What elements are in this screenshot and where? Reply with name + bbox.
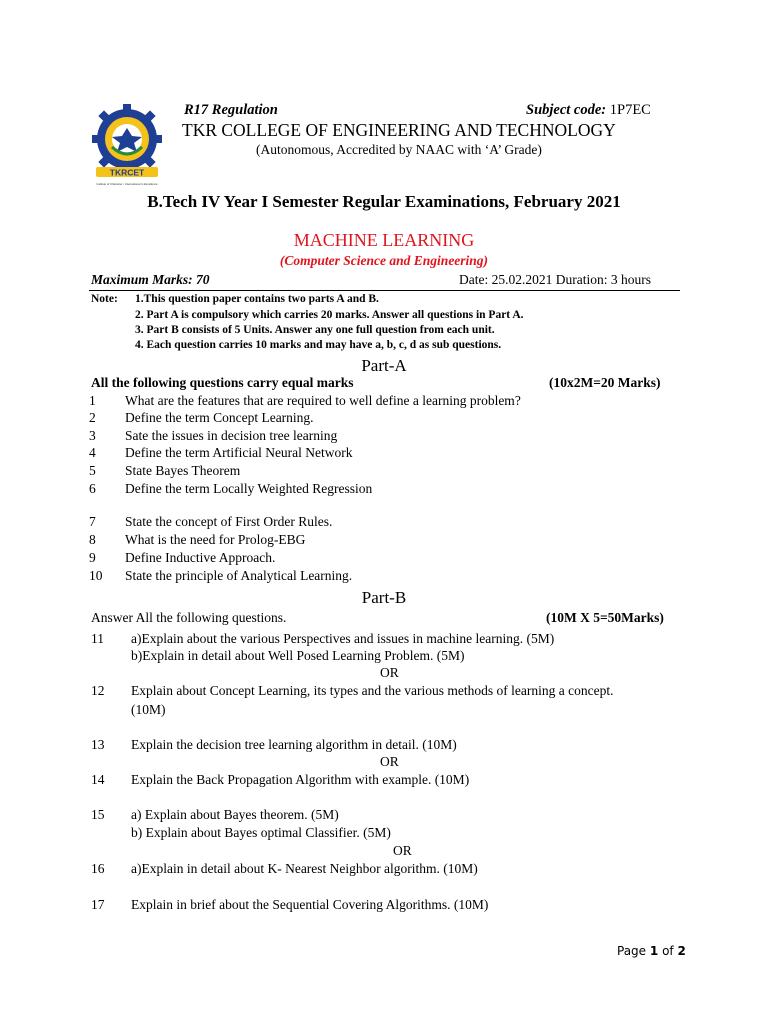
question-number: 7	[89, 514, 96, 529]
question-text: State the concept of First Order Rules.	[125, 514, 333, 529]
header-divider	[89, 290, 680, 291]
question-text: b) Explain about Bayes optimal Classifier. (5M)	[131, 825, 391, 840]
exam-title: B.Tech IV Year I Semester Regular Examinations, February 2021	[147, 192, 621, 211]
college-logo	[92, 103, 162, 189]
question-text: Define Inductive Approach.	[125, 550, 276, 565]
question-text: Sate the issues in decision tree learning	[125, 428, 338, 443]
part-a-instruction: All the following questions carry equal marks	[91, 375, 354, 390]
part-b-marks: (10M X 5=50Marks)	[546, 610, 664, 625]
question-number: 16	[91, 861, 105, 876]
date-duration: Date: 25.02.2021 Duration: 3 hours	[459, 272, 651, 287]
or-separator: OR	[393, 843, 412, 858]
question-text: Explain about Concept Learning, its types and the various methods of learning a concept.	[131, 683, 614, 698]
question-text: Explain the Back Propagation Algorithm with example. (10M)	[131, 772, 470, 787]
question-text: Define the term Concept Learning.	[125, 410, 314, 425]
page-total: 2	[677, 944, 686, 958]
question-text: (10M)	[131, 702, 166, 717]
question-number: 1	[89, 393, 96, 408]
subject-code	[526, 102, 651, 119]
question-number: 3	[89, 428, 96, 443]
subject-code-label: Subject code:	[526, 102, 607, 118]
question-text: Define the term Artificial Neural Network	[125, 445, 353, 460]
note-item: 3. Part B consists of 5 Units. Answer any one full question from each unit.	[135, 324, 495, 336]
part-b-heading: Part-B	[361, 588, 407, 607]
max-marks: Maximum Marks: 70	[91, 272, 210, 287]
note-item: 4. Each question carries 10 marks and may have a, b, c, d as sub questions.	[135, 339, 502, 351]
question-text: b)Explain in detail about Well Posed Learning Problem. (5M)	[131, 648, 465, 663]
question-text: Explain in brief about the Sequential Covering Algorithms. (10M)	[131, 897, 489, 912]
gear-icon	[92, 104, 162, 174]
question-number: 12	[91, 683, 105, 698]
question-number: 10	[89, 568, 103, 583]
question-number: 11	[91, 631, 104, 646]
note-item: 1.This question paper contains two parts A and B.	[135, 293, 379, 305]
question-number: 15	[91, 807, 105, 822]
note-label: Note:	[91, 293, 118, 305]
question-number: 4	[89, 445, 96, 460]
of-word: of	[662, 944, 674, 958]
question-text: a) Explain about Bayes theorem. (5M)	[131, 807, 339, 822]
question-number: 2	[89, 410, 96, 425]
question-text: a)Explain in detail about K- Nearest Neighbor algorithm. (10M)	[131, 861, 478, 876]
question-text: Define the term Locally Weighted Regression	[125, 481, 373, 496]
question-text: What are the features that are required to well define a learning problem?	[125, 393, 521, 408]
accreditation-note: (Autonomous, Accredited by NAAC with ‘A’ Grade)	[256, 142, 542, 157]
question-number: 14	[91, 772, 105, 787]
part-a-marks: (10x2M=20 Marks)	[549, 375, 661, 390]
part-a-heading: Part-A	[361, 356, 407, 375]
question-number: 17	[91, 897, 105, 912]
question-text: State Bayes Theorem	[125, 463, 241, 478]
page-number	[617, 944, 686, 958]
or-separator: OR	[380, 754, 399, 769]
question-number: 9	[89, 550, 96, 565]
page-word: Page	[617, 944, 647, 958]
branch-title: (Computer Science and Engineering)	[279, 253, 489, 268]
page-current: 1	[649, 944, 659, 958]
question-number: 13	[91, 737, 105, 752]
question-text: What is the need for Prolog-EBG	[125, 532, 306, 547]
or-separator: OR	[380, 665, 399, 680]
note-item: 2. Part A is compulsory which carries 20 marks. Answer all questions in Part A.	[135, 309, 524, 321]
question-number: 5	[89, 463, 96, 478]
logo-tagline: Institute of Character • International in Excellence	[96, 182, 158, 186]
question-number: 6	[89, 481, 96, 496]
logo-text: TKRCET	[109, 167, 145, 178]
question-text: State the principle of Analytical Learning.	[125, 568, 353, 583]
subject-code-value: 1P7EC	[609, 102, 651, 118]
college-name: TKR COLLEGE OF ENGINEERING AND TECHNOLOGY	[182, 120, 616, 140]
question-text: Explain the decision tree learning algorithm in detail. (10M)	[131, 737, 457, 752]
part-b-instruction: Answer All the following questions.	[91, 610, 287, 625]
subject-title: MACHINE LEARNING	[293, 230, 475, 250]
question-number: 8	[89, 532, 96, 547]
question-text: a)Explain about the various Perspectives and issues in machine learning. (5M)	[131, 631, 555, 646]
regulation-label: R17 Regulation	[184, 102, 278, 118]
